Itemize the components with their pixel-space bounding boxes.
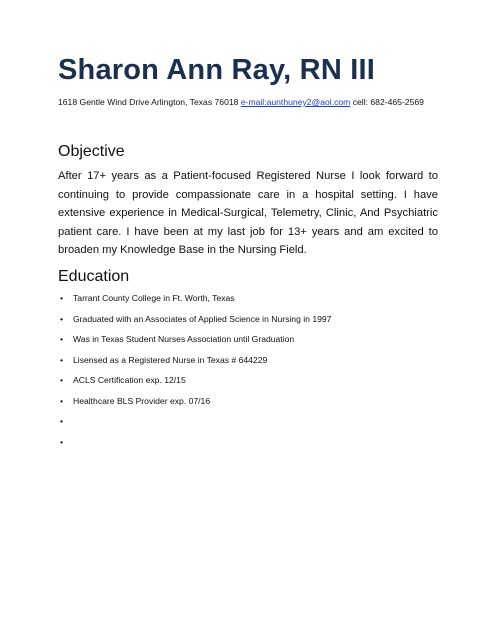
education-item-text: Healthcare BLS Provider exp. 07/16: [73, 395, 211, 406]
bullet-icon: •: [60, 313, 64, 324]
bullet-icon: •: [60, 334, 64, 344]
education-item-text: Was in Texas Student Nurses Association until Graduation: [73, 334, 295, 344]
education-item-text: Lisensed as a Registered Nurse in Texas # 644229: [73, 354, 268, 365]
education-item-text: ACLS Certification exp. 12/15: [73, 375, 186, 385]
contact-line: [58, 96, 430, 108]
objective-heading: Objective: [58, 143, 125, 160]
education-item: [58, 354, 438, 375]
bullet-icon: •: [60, 293, 64, 303]
education-list: [58, 292, 438, 456]
education-item: [58, 395, 438, 416]
objective-text: After 17+ years as a Patient-focused Registered Nurse I look forward to continuing to provide compassionate care in a hospital setting. I have extensive experience in Medical-Surgical, Telemetry, Clinic, And Psychiatric patient care. I have been at my last job for 13+ years and am excited to broaden my Knowledge Base in the Nursing Field.: [58, 170, 438, 257]
education-heading: Education: [58, 268, 130, 285]
education-item: [58, 374, 438, 395]
bullet-icon: •: [60, 395, 64, 406]
education-item-empty: [58, 415, 438, 436]
education-item-text: Graduated with an Associates of Applied Science in Nursing in 1997: [73, 313, 332, 324]
email-link[interactable]: e-mail:aunthuney2@aol.com: [240, 97, 351, 107]
education-item-text: Tarrant County College in Ft. Worth, Texas: [73, 293, 235, 303]
education-item: [58, 313, 438, 334]
bullet-icon: •: [60, 436, 64, 447]
bullet-icon: •: [60, 416, 64, 426]
education-item: [58, 292, 438, 313]
education-item: [58, 333, 438, 354]
education-item-empty: [58, 436, 438, 457]
resume-name: Sharon Ann Ray, RN III: [58, 54, 375, 86]
bullet-icon: •: [60, 375, 64, 385]
contact-cell: cell: 682-465-2569: [352, 97, 424, 107]
bullet-icon: •: [60, 354, 64, 365]
contact-address: 1618 Gentle Wind Drive Arlington, Texas 76018: [58, 97, 239, 107]
